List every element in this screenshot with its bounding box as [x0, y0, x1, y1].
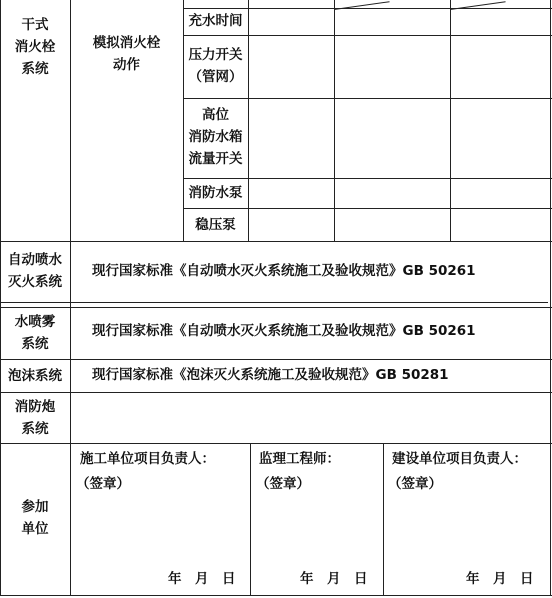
construction-manager-label: 施工单位项目负责人： [80, 451, 215, 467]
participants-label: 参加 单位 [21, 499, 49, 537]
rule-item-3 [183, 178, 552, 179]
rule-item-1 [183, 35, 552, 36]
construction-date: 年 月 日 [168, 571, 236, 587]
rule-row-sprinkler-bottom [0, 302, 548, 303]
item-jockey-pump: 稳压泵 [195, 217, 236, 233]
rule-right [550, 0, 551, 596]
rule-item-2 [183, 98, 552, 99]
simulated-hydrant-action-label: 模拟消火栓 动作 [92, 35, 161, 73]
item-fill-time: 充水时间 [188, 13, 243, 29]
row-foam-standard: 现行国家标准《泡沫灭火系统施工及验收规范》GB 50281 [92, 367, 449, 383]
rule-result-col-2 [450, 0, 451, 241]
supervisor-date: 年 月 日 [300, 571, 368, 587]
row-spray-label: 水喷雾 系统 [14, 314, 56, 352]
rule-sign-col-1 [250, 443, 251, 596]
item-pressure-switch: 压力开关 （管网） [188, 47, 243, 85]
rule-label-col [70, 0, 71, 596]
owner-manager-label: 建设单位项目负责人： [392, 451, 527, 467]
item-fire-pump: 消防水泵 [188, 185, 243, 201]
row-foam-label: 泡沫系统 [8, 368, 62, 384]
dry-hydrant-system-label: 干式 消火栓 系统 [14, 17, 56, 77]
rule-row-sprinkler-top [0, 241, 552, 242]
row-sprinkler-standard: 现行国家标准《自动喷水灭火系统施工及验收规范》GB 50261 [92, 263, 476, 279]
rule-row-cannon-top [0, 392, 552, 393]
row-spray-standard: 现行国家标准《自动喷水灭火系统施工及验收规范》GB 50261 [92, 323, 476, 339]
rule-sign-col-2 [383, 443, 384, 596]
row-cannon-label: 消防炮 系统 [14, 399, 56, 437]
item-tank-flow-switch: 高位 消防水箱 流量开关 [188, 107, 243, 167]
rule-item-4 [183, 208, 552, 209]
owner-date: 年 月 日 [466, 571, 534, 587]
rule-row-foam-top [0, 359, 552, 360]
rule-row-participants-top [0, 443, 552, 444]
owner-seal-label: （签章） [388, 476, 442, 492]
row-sprinkler-label: 自动喷水 灭火系统 [8, 252, 62, 290]
construction-seal-label: （签章） [76, 476, 130, 492]
rule-top-partial [183, 8, 552, 9]
rule-row-spray-top [0, 307, 552, 308]
rule-bottom [0, 595, 552, 596]
supervisor-seal-label: （签章） [256, 476, 310, 492]
rule-item-col [248, 0, 249, 241]
supervisor-label: 监理工程师： [259, 451, 340, 467]
rule-result-col-1 [334, 0, 335, 241]
